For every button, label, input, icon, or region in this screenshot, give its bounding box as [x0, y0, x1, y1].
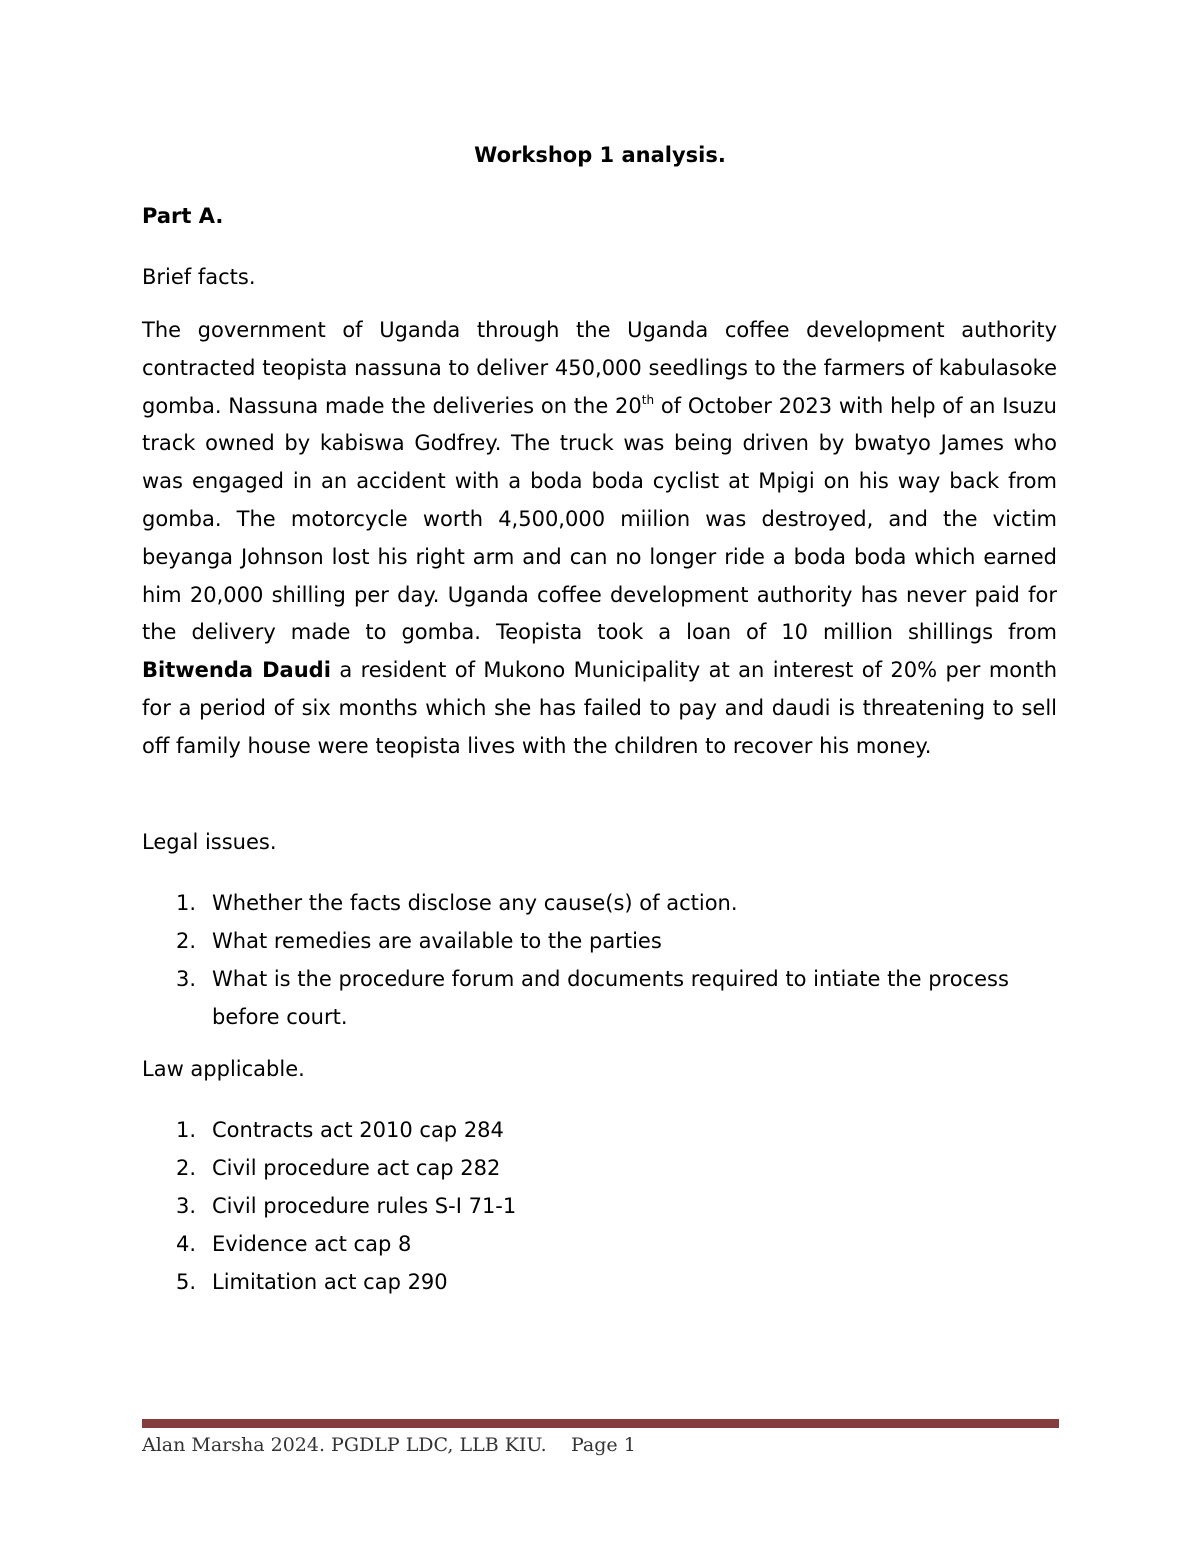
list-item [142, 960, 1057, 1036]
list-item [142, 1263, 1057, 1301]
list-text: Limitation act cap 290 [212, 1270, 448, 1294]
facts-bold-name: Bitwenda Daudi [142, 658, 331, 683]
footer-author: Alan Marsha 2024. PGDLP LDC, LLB KIU. [142, 1434, 547, 1456]
list-text: What remedies are available to the parties [212, 929, 662, 953]
part-heading: Part A. [142, 204, 224, 228]
list-text: Evidence act cap 8 [212, 1232, 412, 1256]
list-number: 3. [176, 1194, 197, 1218]
list-text: Contracts act 2010 cap 284 [212, 1118, 504, 1142]
list-item [142, 1225, 1057, 1263]
list-item [142, 1149, 1057, 1187]
list-item [142, 922, 1057, 960]
issues-list [142, 884, 1057, 1036]
facts-text-1: The government of Uganda through the Uganda coffee development authority contracted teopista nassuna to deliver 450,000 seedlings to the farmers of kabulasoke gomba. Nassuna made the deliveries on the 20 [142, 318, 1057, 418]
list-item [142, 1111, 1057, 1149]
footer-divider [142, 1419, 1059, 1428]
list-text: What is the procedure forum and documents required to intiate the process before court. [212, 967, 1009, 1029]
facts-heading: Brief facts. [142, 265, 256, 289]
facts-paragraph [142, 312, 1057, 766]
list-text: Civil procedure rules S-I 71-1 [212, 1194, 517, 1218]
list-number: 3. [176, 967, 197, 991]
facts-superscript: th [641, 392, 655, 407]
list-number: 2. [176, 1156, 197, 1180]
list-number: 1. [176, 1118, 197, 1142]
list-text: Civil procedure act cap 282 [212, 1156, 501, 1180]
facts-text-2: of October 2023 with help of an Isuzu track owned by kabiswa Godfrey. The truck was being driven by bwatyo James who was engaged in an accident with a boda boda cyclist at Mpigi on his way back from gomba. The motorcycle worth 4,500,000 miilion was destroyed, and the victim beyanga Johnson lost his right arm and can no longer ride a boda boda which earned him 20,000 shilling per day. Uganda coffee development authority has never paid for the delivery made to gomba. Teopista took a loan of 10 million shillings from [142, 393, 1057, 645]
list-text: Whether the facts disclose any cause(s) of action. [212, 891, 738, 915]
document-title: Workshop 1 analysis. [474, 143, 726, 167]
list-number: 1. [176, 891, 197, 915]
list-number: 4. [176, 1232, 197, 1256]
list-number: 2. [176, 929, 197, 953]
list-item [142, 1187, 1057, 1225]
facts-text-3: a resident of Mukono Municipality at an interest of 20% per month for a period of six months which she has failed to pay and daudi is threatening to sell off family house were teopista lives with the children to recover his money. [142, 658, 1058, 758]
law-list [142, 1111, 1057, 1301]
list-number: 5. [176, 1270, 197, 1294]
list-item [142, 884, 1057, 922]
footer-page-number: Page 1 [571, 1434, 636, 1456]
issues-heading: Legal issues. [142, 830, 277, 854]
law-heading: Law applicable. [142, 1057, 305, 1081]
